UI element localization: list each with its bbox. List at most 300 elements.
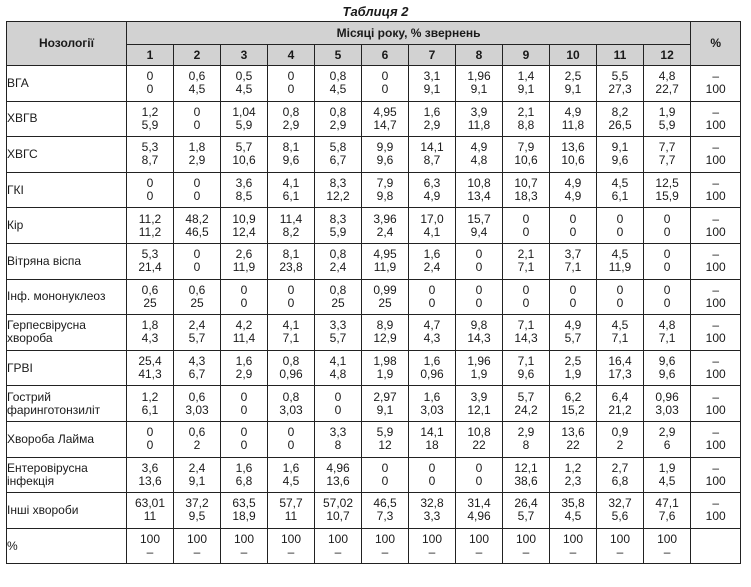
table-row [7,101,741,137]
table-cell [644,243,691,279]
table-cell [174,66,221,102]
cell-top-value: 0 [428,282,436,297]
table-cell [127,457,174,493]
percent-bottom-value: 100 [705,224,726,239]
cell-top-value: 0,8 [329,69,347,84]
total-top-value: 100 [515,532,537,547]
table-cell [644,208,691,244]
cell-top-value: 5,9 [376,425,394,440]
cell-top-value: 10,7 [514,176,538,191]
month-header: 6 [362,45,409,66]
table-cell [315,386,362,422]
cell-bottom-value: 10,6 [561,153,585,168]
cell-top-value: 0 [475,282,483,297]
cell-bottom-value: 7,1 [282,331,300,346]
cell-bottom-value: 10,6 [514,153,538,168]
cell-bottom-value: 7,1 [517,260,535,275]
cell-top-value: 0 [146,69,154,84]
table-cell [315,493,362,529]
cell-top-value: 4,8 [658,69,676,84]
cell-bottom-value: 27,3 [608,82,632,97]
cell-bottom-value: 4,3 [141,331,159,346]
table-cell [362,386,409,422]
percent-top-value: – [712,354,719,369]
total-cell [362,528,409,564]
table-cell [409,66,456,102]
table-cell [362,66,409,102]
cell-top-value: 37,2 [185,496,209,511]
cell-top-value: 0,8 [282,354,300,369]
table-cell [268,279,315,315]
cell-bottom-value: 5,7 [564,331,582,346]
month-header: 11 [597,45,644,66]
cell-top-value: 25,4 [138,354,162,369]
cell-top-value: 0 [616,211,624,226]
table-cell [174,172,221,208]
table-cell [644,386,691,422]
table-cell [221,457,268,493]
cell-bottom-value: 9,6 [282,153,300,168]
cell-bottom-value: 0 [146,82,154,97]
table-cell [597,421,644,457]
cell-bottom-value: 4,5 [188,82,206,97]
cell-bottom-value: 1,9 [376,367,394,382]
table-cell [362,208,409,244]
table-cell [221,101,268,137]
cell-top-value: 0 [663,211,671,226]
cell-top-value: 13,6 [561,140,585,155]
cell-bottom-value: 14,7 [373,117,397,132]
table-cell [221,386,268,422]
table-cell [127,208,174,244]
table-cell [597,279,644,315]
table-cell [268,315,315,351]
cell-top-value: 13,6 [561,425,585,440]
table-caption: Таблиця 2 [342,4,409,19]
table-cell [644,172,691,208]
total-cell [174,528,221,564]
cell-bottom-value: 5,9 [329,224,347,239]
percent-bottom-value: 100 [705,295,726,310]
table-cell [315,101,362,137]
table-cell [362,101,409,137]
table-cell [127,279,174,315]
cell-bottom-value: 4,9 [423,189,441,204]
cell-top-value: 11,2 [138,211,162,226]
cell-bottom-value: 3,03 [279,402,303,417]
total-cell [315,528,362,564]
cell-top-value: 1,9 [658,104,676,119]
cell-bottom-value: 23,8 [279,260,303,275]
cell-bottom-value: 4,8 [470,153,488,168]
cell-bottom-value: 9,8 [376,189,394,204]
percent-bottom-value: 100 [705,82,726,97]
table-row [7,493,741,529]
cell-top-value: 0,99 [373,282,397,297]
row-label: Гострий фаринготонзиліт [7,386,127,422]
cell-top-value: 26,4 [514,496,538,511]
table-cell [315,315,362,351]
cell-bottom-value: 5,9 [235,117,253,132]
cell-top-value: 2,7 [611,460,629,475]
table-cell [127,493,174,529]
total-top-value: 100 [374,532,396,547]
percent-cell [691,279,741,315]
total-top-value: 100 [280,532,302,547]
cell-bottom-value: 25 [143,295,157,310]
row-label: ХВГВ [7,101,127,137]
cell-top-value: 2,5 [564,69,582,84]
cell-top-value: 1,96 [467,69,491,84]
total-top-value: 100 [562,532,584,547]
cell-top-value: 2,9 [517,425,535,440]
cell-bottom-value: 4,5 [282,473,300,488]
total-row [7,528,741,564]
cell-top-value: 3,1 [423,69,441,84]
cell-bottom-value: 0 [663,260,671,275]
cell-top-value: 4,9 [564,318,582,333]
cell-bottom-value: 11,9 [608,260,632,275]
table-cell [409,243,456,279]
table-cell [597,137,644,173]
table-cell [174,457,221,493]
cell-bottom-value: 22 [566,438,580,453]
table-cell [644,66,691,102]
percent-cell [691,101,741,137]
cell-bottom-value: 4,8 [329,367,347,382]
table-cell [456,137,503,173]
cell-top-value: 32,7 [608,496,632,511]
cell-top-value: 4,95 [373,247,397,262]
table-cell [550,315,597,351]
percent-bottom-value: 100 [705,438,726,453]
percent-cell [691,315,741,351]
cell-top-value: 0 [569,211,577,226]
cell-top-value: 1,8 [188,140,206,155]
cell-bottom-value: 22,7 [655,82,679,97]
cell-top-value: 1,8 [141,318,159,333]
cell-top-value: 35,8 [561,496,585,511]
table-cell [644,137,691,173]
month-header: 5 [315,45,362,66]
table-cell [456,457,503,493]
cell-top-value: 0 [287,425,295,440]
row-label: ХВГС [7,137,127,173]
table-cell [315,172,362,208]
cell-top-value: 4,95 [373,104,397,119]
cell-bottom-value: 4,5 [564,509,582,524]
cell-bottom-value: 4,5 [235,82,253,97]
cell-bottom-value: 9,6 [611,153,629,168]
table-cell [409,208,456,244]
table-cell [597,350,644,386]
percent-top-value: – [712,389,719,404]
cell-bottom-value: 7,1 [658,331,676,346]
cell-top-value: 0 [616,282,624,297]
table-cell [644,101,691,137]
cell-top-value: 14,1 [420,425,444,440]
cell-bottom-value: 8 [334,438,342,453]
percent-top-value: – [712,282,719,297]
cell-bottom-value: 9,1 [470,82,488,97]
table-cell [644,457,691,493]
cell-bottom-value: 0 [334,402,342,417]
table-cell [597,243,644,279]
table-cell [409,172,456,208]
cell-bottom-value: 38,6 [514,473,538,488]
percent-top-value: – [712,140,719,155]
table-cell [597,315,644,351]
total-bottom-value: – [240,545,248,560]
table-cell [456,279,503,315]
table-cell [456,172,503,208]
percent-cell [691,208,741,244]
table-cell [268,137,315,173]
table-cell [127,350,174,386]
table-row [7,350,741,386]
cell-top-value: 10,8 [467,176,491,191]
total-bottom-value: – [146,545,154,560]
table-cell [550,386,597,422]
table-cell [503,279,550,315]
table-cell [268,386,315,422]
table-cell [221,172,268,208]
cell-bottom-value: 0 [475,260,483,275]
cell-bottom-value: 26,5 [608,117,632,132]
table-cell [550,457,597,493]
cell-bottom-value: 3,03 [420,402,444,417]
cell-bottom-value: 12,9 [373,331,397,346]
total-cell [503,528,550,564]
percent-top-value: – [712,176,719,191]
table-cell [174,493,221,529]
table-cell [268,350,315,386]
cell-bottom-value: 6,1 [611,189,629,204]
cell-bottom-value: 7,1 [564,260,582,275]
cell-bottom-value: 6,1 [141,402,159,417]
row-label: ГРВІ [7,350,127,386]
cell-bottom-value: 25 [378,295,392,310]
cell-bottom-value: 2 [193,438,201,453]
percent-top-value: – [712,496,719,511]
percent-bottom-value: 100 [705,260,726,275]
table-cell [456,66,503,102]
cell-top-value: 8,2 [611,104,629,119]
total-cell [644,528,691,564]
cell-top-value: 0 [475,247,483,262]
cell-bottom-value: 0 [146,189,154,204]
cell-bottom-value: 12,1 [467,402,491,417]
cell-bottom-value: 7,1 [611,331,629,346]
total-percent-cell [691,528,741,564]
row-label: Кір [7,208,127,244]
cell-top-value: 9,9 [376,140,394,155]
cell-bottom-value: 9,1 [517,82,535,97]
cell-bottom-value: 2,3 [564,473,582,488]
table-cell [221,421,268,457]
cell-top-value: 4,1 [282,318,300,333]
table-cell [362,243,409,279]
cell-top-value: 1,2 [141,389,159,404]
cell-bottom-value: 2,9 [423,117,441,132]
cell-bottom-value: 18,3 [514,189,538,204]
table-cell [127,315,174,351]
table-cell [409,350,456,386]
cell-bottom-value: 0 [287,295,295,310]
table-row [7,208,741,244]
cell-bottom-value: 6,7 [188,367,206,382]
cell-bottom-value: 14,3 [514,331,538,346]
cell-top-value: 6,3 [423,176,441,191]
cell-top-value: 4,7 [423,318,441,333]
cell-top-value: 1,6 [282,460,300,475]
table-cell [503,315,550,351]
table-cell [597,457,644,493]
cell-bottom-value: 0,96 [420,367,444,382]
cell-top-value: 3,3 [329,425,347,440]
table-cell [456,350,503,386]
percent-bottom-value: 100 [705,189,726,204]
cell-bottom-value: 0 [522,224,530,239]
total-bottom-value: – [522,545,530,560]
table-cell [597,386,644,422]
cell-bottom-value: 4,9 [564,189,582,204]
table-cell [315,208,362,244]
table-cell [550,421,597,457]
cell-top-value: 0 [240,282,248,297]
cell-top-value: 0,6 [188,389,206,404]
cell-bottom-value: 0 [569,224,577,239]
cell-top-value: 2,6 [235,247,253,262]
table-cell [268,457,315,493]
cell-bottom-value: 0 [616,295,624,310]
cell-bottom-value: 9,5 [188,509,206,524]
cell-bottom-value: 0 [663,295,671,310]
cell-bottom-value: 25 [331,295,345,310]
cell-top-value: 1,6 [423,104,441,119]
cell-top-value: 11,4 [279,211,303,226]
table-cell [315,457,362,493]
table-cell [174,315,221,351]
cell-bottom-value: 3,03 [185,402,209,417]
cell-bottom-value: 13,6 [326,473,350,488]
cell-top-value: 0,6 [141,282,159,297]
cell-bottom-value: 7,6 [658,509,676,524]
cell-top-value: 8,3 [329,211,347,226]
table-cell [174,386,221,422]
cell-bottom-value: 5,9 [141,117,159,132]
table-cell [503,243,550,279]
cell-top-value: 1,04 [232,104,256,119]
cell-top-value: 0 [193,176,201,191]
table-cell [174,101,221,137]
cell-top-value: 17,0 [420,211,444,226]
cell-top-value: 1,6 [423,247,441,262]
cell-top-value: 4,96 [326,460,350,475]
table-cell [503,101,550,137]
cell-top-value: 1,6 [235,354,253,369]
cell-top-value: 1,2 [141,104,159,119]
cell-bottom-value: 17,3 [608,367,632,382]
cell-top-value: 0 [193,247,201,262]
cell-bottom-value: 5,7 [329,331,347,346]
table-cell [221,243,268,279]
cell-top-value: 2,4 [188,318,206,333]
table-cell [503,457,550,493]
percent-top-value: – [712,425,719,440]
cell-bottom-value: 2,9 [282,117,300,132]
row-label: ГКІ [7,172,127,208]
cell-bottom-value: 21,2 [608,402,632,417]
table-cell [550,208,597,244]
cell-top-value: 0 [475,460,483,475]
cell-top-value: 0,96 [655,389,679,404]
table-cell [503,208,550,244]
cell-top-value: 0 [381,69,389,84]
table-cell [362,493,409,529]
percent-header: % [691,22,741,66]
total-bottom-value: – [193,545,201,560]
table-cell [127,101,174,137]
percent-cell [691,137,741,173]
table-cell [315,279,362,315]
percent-bottom-value: 100 [705,367,726,382]
cell-bottom-value: 12,4 [232,224,256,239]
table-cell [221,315,268,351]
table-cell [362,421,409,457]
cell-top-value: 7,9 [517,140,535,155]
data-table [6,21,741,564]
cell-bottom-value: 5,7 [517,509,535,524]
total-bottom-value: – [663,545,671,560]
table-cell [503,350,550,386]
table-cell [503,172,550,208]
percent-top-value: – [712,211,719,226]
cell-bottom-value: 5,6 [611,509,629,524]
table-cell [174,350,221,386]
cell-bottom-value: 11,8 [467,117,491,132]
cell-bottom-value: 1,9 [470,367,488,382]
cell-bottom-value: 4,3 [423,331,441,346]
cell-bottom-value: 7,3 [376,509,394,524]
cell-top-value: 5,7 [235,140,253,155]
cell-bottom-value: 13,6 [138,473,162,488]
cell-top-value: 0 [287,69,295,84]
table-cell [221,279,268,315]
table-cell [503,137,550,173]
cell-bottom-value: 0 [240,295,248,310]
table-cell [268,421,315,457]
cell-top-value: 1,9 [658,460,676,475]
month-header: 3 [221,45,268,66]
cell-top-value: 0,9 [611,425,629,440]
table-cell [315,243,362,279]
total-top-value: 100 [233,532,255,547]
row-label: Хвороба Лайма [7,421,127,457]
total-cell [221,528,268,564]
cell-top-value: 0 [334,389,342,404]
table-cell [362,279,409,315]
cell-bottom-value: 2,9 [235,367,253,382]
table-cell [221,350,268,386]
cell-bottom-value: 0 [428,295,436,310]
table-row [7,421,741,457]
cell-bottom-value: 6 [663,438,671,453]
table-cell [127,386,174,422]
total-bottom-value: – [616,545,624,560]
cell-bottom-value: 0 [569,295,577,310]
percent-cell [691,350,741,386]
